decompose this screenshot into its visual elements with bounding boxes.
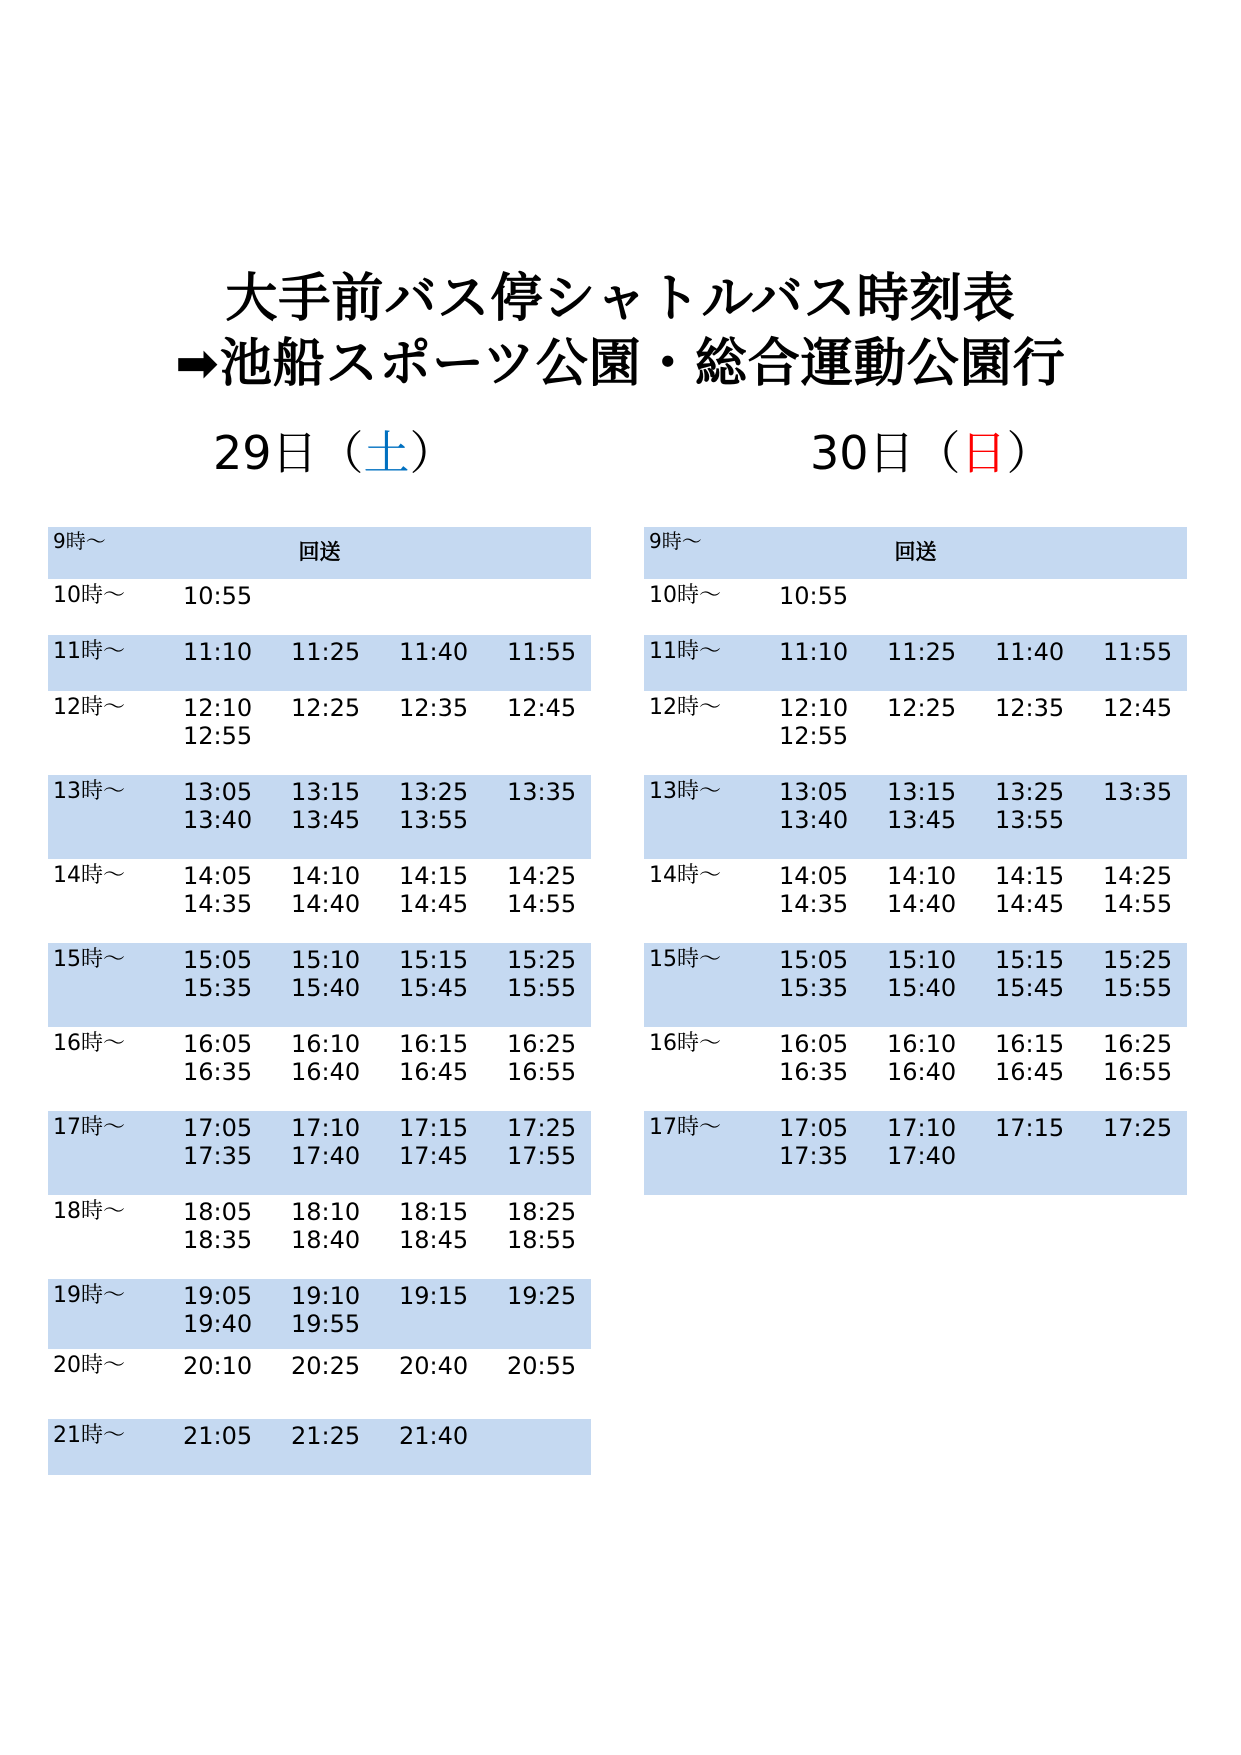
departure-time: 16:55	[507, 1058, 577, 1086]
day-of-week: 日	[960, 426, 1007, 480]
departure-time: 13:15	[887, 778, 957, 806]
departure-time: 15:25	[1103, 946, 1173, 974]
hour-label: 13時～	[53, 779, 125, 804]
timetable-row	[644, 691, 1187, 775]
hour-label: 14時～	[649, 863, 721, 888]
hour-label: 11時～	[53, 639, 125, 664]
departure-time: 13:45	[291, 806, 361, 834]
departure-time: 13:40	[779, 806, 849, 834]
departure-times	[183, 778, 583, 834]
departure-times	[779, 694, 1179, 750]
departure-time: 17:35	[779, 1142, 849, 1170]
departure-time: 14:55	[507, 890, 577, 918]
departure-time: 20:55	[507, 1352, 577, 1380]
timetable-row	[644, 527, 1187, 579]
timetable-saturday	[48, 527, 591, 1475]
departure-time: 14:40	[291, 890, 361, 918]
departure-times	[183, 1422, 583, 1450]
departure-time: 12:45	[1103, 694, 1173, 722]
timetable-row	[644, 943, 1187, 1027]
day-paren-open: （	[914, 426, 961, 480]
departure-time: 16:45	[995, 1058, 1065, 1086]
departure-time: 13:55	[399, 806, 469, 834]
departure-time: 12:45	[507, 694, 577, 722]
departure-time: 16:40	[887, 1058, 957, 1086]
departure-time: 16:25	[1103, 1030, 1173, 1058]
page-subtitle-destination: ➡池船スポーツ公園・総合運動公園行	[175, 334, 1066, 394]
departure-times	[779, 1030, 1179, 1086]
departure-time: 19:40	[183, 1310, 253, 1338]
departure-time: 18:40	[291, 1226, 361, 1254]
departure-time: 14:25	[1103, 862, 1173, 890]
departure-time: 16:40	[291, 1058, 361, 1086]
hour-label: 19時～	[53, 1283, 125, 1308]
timetable-row	[48, 1195, 591, 1279]
out-of-service-note: 回送	[894, 540, 937, 564]
departure-time: 13:40	[183, 806, 253, 834]
departure-time: 17:45	[399, 1142, 469, 1170]
timetable-row	[644, 1027, 1187, 1111]
departure-times	[183, 946, 583, 1002]
departure-time: 10:55	[779, 582, 849, 610]
departure-time: 12:25	[291, 694, 361, 722]
timetable-row	[644, 1111, 1187, 1195]
departure-times	[183, 638, 583, 666]
departure-time: 11:10	[779, 638, 849, 666]
departure-time: 21:05	[183, 1422, 253, 1450]
departure-times	[779, 946, 1179, 1002]
page-title: 大手前バス停シャトルバス時刻表	[225, 269, 1016, 329]
departure-time: 19:05	[183, 1282, 253, 1310]
departure-time: 20:10	[183, 1352, 253, 1380]
departure-time: 17:40	[887, 1142, 957, 1170]
departure-time: 21:25	[291, 1422, 361, 1450]
hour-label: 12時～	[649, 695, 721, 720]
departure-time: 17:15	[399, 1114, 469, 1142]
departure-time: 16:25	[507, 1030, 577, 1058]
departure-time: 15:05	[183, 946, 253, 974]
departure-time: 16:05	[183, 1030, 253, 1058]
departure-time: 12:55	[183, 722, 253, 750]
departure-time: 13:15	[291, 778, 361, 806]
departure-times	[183, 862, 583, 918]
departure-time: 15:15	[399, 946, 469, 974]
departure-time: 11:55	[507, 638, 577, 666]
departure-time: 11:10	[183, 638, 253, 666]
departure-time: 16:10	[291, 1030, 361, 1058]
departure-time: 17:10	[291, 1114, 361, 1142]
departure-time: 21:40	[399, 1422, 469, 1450]
hour-label: 18時～	[53, 1199, 125, 1224]
timetable-row	[48, 859, 591, 943]
departure-time: 19:10	[291, 1282, 361, 1310]
departure-time: 15:45	[995, 974, 1065, 1002]
departure-time: 10:55	[183, 582, 253, 610]
departure-times	[183, 1198, 583, 1254]
timetable-row	[48, 943, 591, 1027]
departure-time: 12:35	[399, 694, 469, 722]
departure-time: 17:15	[995, 1114, 1065, 1142]
departure-time: 16:45	[399, 1058, 469, 1086]
departure-time: 18:55	[507, 1226, 577, 1254]
departure-time: 14:10	[887, 862, 957, 890]
departure-time: 15:05	[779, 946, 849, 974]
departure-time: 18:15	[399, 1198, 469, 1226]
departure-time: 14:35	[183, 890, 253, 918]
day-paren-close: ）	[1006, 426, 1053, 480]
hour-label: 11時～	[649, 639, 721, 664]
departure-time: 17:35	[183, 1142, 253, 1170]
departure-times	[779, 582, 1179, 610]
day-paren-close: ）	[409, 426, 456, 480]
hour-label: 15時～	[53, 947, 125, 972]
departure-time: 17:10	[887, 1114, 957, 1142]
hour-label: 13時～	[649, 779, 721, 804]
timetable-row	[48, 635, 591, 691]
departure-time: 16:35	[183, 1058, 253, 1086]
departure-time: 14:25	[507, 862, 577, 890]
departure-times	[183, 694, 583, 750]
departure-time: 15:40	[291, 974, 361, 1002]
departure-time: 14:45	[995, 890, 1065, 918]
timetable-row	[644, 635, 1187, 691]
departure-time: 18:25	[507, 1198, 577, 1226]
hour-label: 12時～	[53, 695, 125, 720]
departure-times	[183, 1282, 583, 1338]
departure-time: 17:05	[183, 1114, 253, 1142]
departure-time: 15:10	[291, 946, 361, 974]
departure-time: 14:45	[399, 890, 469, 918]
timetable-row	[48, 1349, 591, 1419]
out-of-service-note: 回送	[298, 540, 341, 564]
departure-time: 15:15	[995, 946, 1065, 974]
departure-times	[779, 862, 1179, 918]
day-date: 29日	[213, 426, 318, 480]
hour-label: 17時～	[53, 1115, 125, 1140]
hour-label: 15時～	[649, 947, 721, 972]
departure-time: 16:15	[399, 1030, 469, 1058]
departure-time: 14:15	[995, 862, 1065, 890]
day-paren-open: （	[317, 426, 364, 480]
day-heading-saturday	[213, 425, 456, 481]
departure-time: 14:40	[887, 890, 957, 918]
departure-time: 16:10	[887, 1030, 957, 1058]
departure-time: 17:05	[779, 1114, 849, 1142]
departure-times	[183, 582, 583, 610]
departure-time: 12:10	[183, 694, 253, 722]
departure-time: 19:55	[291, 1310, 361, 1338]
departure-times	[779, 778, 1179, 834]
departure-time: 20:40	[399, 1352, 469, 1380]
hour-label: 14時～	[53, 863, 125, 888]
departure-time: 15:45	[399, 974, 469, 1002]
departure-time: 14:05	[183, 862, 253, 890]
departure-time: 14:10	[291, 862, 361, 890]
day-heading-sunday	[810, 425, 1053, 481]
timetable-row	[48, 1111, 591, 1195]
timetable-row	[48, 579, 591, 635]
departure-time: 11:40	[399, 638, 469, 666]
timetable-row	[48, 775, 591, 859]
departure-time: 15:10	[887, 946, 957, 974]
departure-time: 16:55	[1103, 1058, 1173, 1086]
departure-time: 13:45	[887, 806, 957, 834]
departure-time: 13:35	[1103, 778, 1173, 806]
departure-time: 15:25	[507, 946, 577, 974]
departure-times	[183, 1114, 583, 1170]
departure-time: 13:25	[995, 778, 1065, 806]
departure-time: 15:35	[779, 974, 849, 1002]
departure-times	[183, 1030, 583, 1086]
departure-time: 14:55	[1103, 890, 1173, 918]
hour-label: 21時～	[53, 1423, 125, 1448]
departure-time: 17:40	[291, 1142, 361, 1170]
departure-time: 11:55	[1103, 638, 1173, 666]
timetable-row	[644, 579, 1187, 635]
hour-label: 17時～	[649, 1115, 721, 1140]
departure-time: 17:25	[507, 1114, 577, 1142]
hour-label: 9時～	[53, 529, 106, 553]
day-date: 30日	[810, 426, 915, 480]
departure-time: 20:25	[291, 1352, 361, 1380]
timetable-row	[644, 775, 1187, 859]
departure-time: 16:15	[995, 1030, 1065, 1058]
departure-time: 15:40	[887, 974, 957, 1002]
departure-time: 14:05	[779, 862, 849, 890]
departure-time: 13:25	[399, 778, 469, 806]
hour-label: 16時～	[649, 1031, 721, 1056]
hour-label: 10時～	[53, 583, 125, 608]
departure-time: 13:05	[183, 778, 253, 806]
departure-time: 14:15	[399, 862, 469, 890]
hour-label: 10時～	[649, 583, 721, 608]
timetable-row	[48, 1027, 591, 1111]
departure-time: 15:35	[183, 974, 253, 1002]
hour-label: 16時～	[53, 1031, 125, 1056]
departure-time: 18:45	[399, 1226, 469, 1254]
departure-time: 17:55	[507, 1142, 577, 1170]
departure-time: 16:05	[779, 1030, 849, 1058]
departure-time: 18:05	[183, 1198, 253, 1226]
departure-times	[779, 1114, 1179, 1170]
timetable-row	[48, 1419, 591, 1475]
timetable-row	[644, 859, 1187, 943]
departure-times	[183, 1352, 583, 1380]
departure-time: 19:15	[399, 1282, 469, 1310]
departure-time: 13:05	[779, 778, 849, 806]
departure-time: 12:25	[887, 694, 957, 722]
day-of-week: 土	[363, 426, 410, 480]
departure-time: 18:10	[291, 1198, 361, 1226]
departure-time: 17:25	[1103, 1114, 1173, 1142]
departure-time: 13:35	[507, 778, 577, 806]
departure-time: 11:25	[291, 638, 361, 666]
departure-time: 18:35	[183, 1226, 253, 1254]
departure-time: 15:55	[1103, 974, 1173, 1002]
hour-label: 20時～	[53, 1353, 125, 1378]
departure-time: 19:25	[507, 1282, 577, 1310]
departure-time: 12:10	[779, 694, 849, 722]
departure-time: 11:40	[995, 638, 1065, 666]
departure-time: 12:35	[995, 694, 1065, 722]
departure-time: 13:55	[995, 806, 1065, 834]
timetable-row	[48, 527, 591, 579]
hour-label: 9時～	[649, 529, 702, 553]
departure-time: 11:25	[887, 638, 957, 666]
timetable-row	[48, 1279, 591, 1349]
departure-time: 15:55	[507, 974, 577, 1002]
departure-times	[779, 638, 1179, 666]
departure-time: 16:35	[779, 1058, 849, 1086]
departure-time: 12:55	[779, 722, 849, 750]
departure-time: 14:35	[779, 890, 849, 918]
timetable-row	[48, 691, 591, 775]
timetable-sunday	[644, 527, 1187, 1195]
